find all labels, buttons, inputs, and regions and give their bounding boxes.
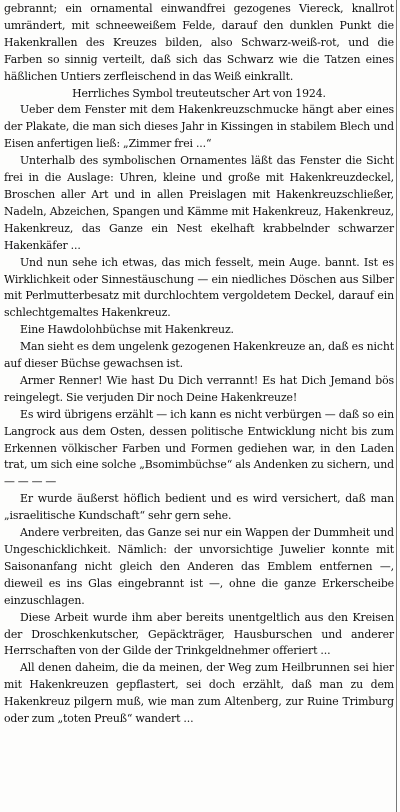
paragraph-4: Unterhalb des symbolischen Ornamentes läßt das Fenster die Sicht frei in die Auslage: Uhren, kleine und große mit Hakenkreuzdeckel, Broschen aller Art und in allen Preislagen mit Hakenkreuzschließer, Nadeln, Abzeichen, Spangen und Kämme mit Hakenkreuz, Hakenkreuz, Hakenkreuz, das Ganze ein Nest ekelhaft krabbelnder schwarzer Hakenkäfer ... <box>4 154 394 252</box>
paragraph-12: Diese Arbeit wurde ihm aber bereits unentgeltlich aus den Kreisen der Droschkenkutscher, Gepäckträger, Hausburschen und anderer Herrschaften von der Gilde der Trinkgeldnehmer offeriert ... <box>4 610 394 658</box>
paragraph-10: Er wurde äußerst höflich bedient und es wird versichert, daß man „israelitische Kundschaft“ sehr gern sehe. <box>4 492 394 523</box>
paragraph-1: gebrannt; ein ornamental einwandfrei gezogenes Viereck, knallrot umrändert, mit schneeweißem Felde, darauf den dunklen Punkt die Hakenkrallen des Kreuzes bilden, also Schwarz-weiß-rot, und die Farben so sinnig verteilt, daß sich das Schwarz wie die Tatzen eines häßlichen Untiers zerfleischend in das Weiß einkrallt. <box>4 2 394 83</box>
paragraph-11: Andere verbreiten, das Ganze sei nur ein Wappen der Dummheit und Ungeschicklichkeit. Nämlich: der unvorsichtige Juwelier konnte mit Saisonanfang nicht gleich den Anderen das Emblem entfernen —, dieweil es ins Glas eingebrannt ist —, ohne die ganze Erkerscheibe einzuschlagen. <box>4 526 394 607</box>
paragraph-7: Man sieht es dem ungelenk gezogenen Hakenkreuze an, daß es nicht auf dieser Büchse gewachsen ist. <box>4 340 394 371</box>
paragraph-9: Es wird übrigens erzählt — ich kann es nicht verbürgen — daß so ein Langrock aus dem Osten, dessen politische Entwicklung nicht bis zum Erkennen völkischer Farben und Formen gediehen war, in den Laden trat, um sich eine solche „Bsomimbüchse“ als Andenken zu sichern, und — — — — <box>4 407 394 489</box>
paragraph-3: Ueber dem Fenster mit dem Hakenkreuzschmucke hängt aber eines der Plakate, die man sich dieses Jahr in Kissingen in stabilem Blech und Eisen anfertigen ließ: „Zimmer frei ...“ <box>4 103 394 151</box>
paragraph-8: Armer Renner! Wie hast Du Dich verrannt! Es hat Dich Jemand bös reingelegt. Sie verjuden Dir noch Deine Hakenkreuze! <box>4 373 394 404</box>
paragraph-13: All denen daheim, die da meinen, der Weg zum Heilbrunnen sei hier mit Hakenkreuzen gepflastert, sei doch erzählt, daß man zu dem Hakenkreuz pilgern muß, wie man zum Altenberg, zur Ruine Trimburg oder zum „toten Preuß“ wandert ... <box>4 661 394 726</box>
article-column <box>4 1 394 728</box>
column-divider <box>396 0 397 812</box>
paragraph-2: Herrliches Symbol treuteutscher Art von 1924. <box>72 86 326 100</box>
paragraph-6: Eine Hawdolohbüchse mit Hakenkreuz. <box>20 323 234 337</box>
paragraph-5: Und nun sehe ich etwas, das mich fesselt, mein Auge. bannt. Ist es Wirklichkeit oder Sinnestäuschung — ein niedliches Döschen aus Silber mit Perlmutterbesatz mit durchlochtem vergoldetem Deckel, darauf ein schlechtgemaltes Hakenkreuz. <box>4 255 394 320</box>
